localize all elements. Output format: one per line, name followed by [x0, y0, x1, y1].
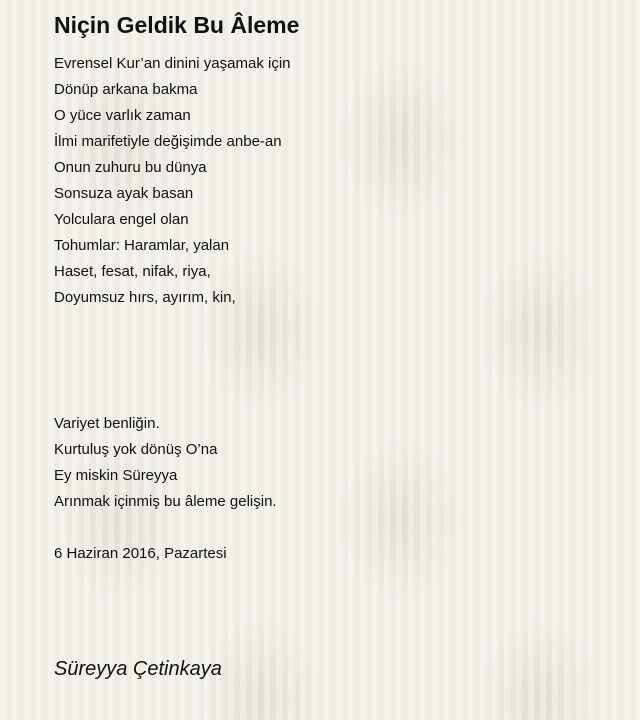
- poem-stanza-1: [54, 51, 291, 311]
- poem-line: Yolculara engel olan: [54, 211, 189, 228]
- poem-line: Haset, fesat, nifak, riya,: [54, 263, 211, 280]
- poem-stanza-2: [54, 411, 277, 515]
- poem-line: Dönüp arkana bakma: [54, 81, 198, 98]
- poem-line: Sonsuza ayak basan: [54, 185, 194, 202]
- poem-line: Ey miskin Süreyya: [54, 467, 178, 484]
- poem-line: Variyet benliğin.: [54, 415, 160, 432]
- poem-line: O yüce varlık zaman: [54, 107, 191, 124]
- poem-line: Arınmak içinmiş bu âleme gelişin.: [54, 493, 277, 510]
- poem-author: Süreyya Çetinkaya: [54, 658, 222, 680]
- poem-title: Niçin Geldik Bu Âleme: [54, 12, 300, 38]
- poem-line: İlmi marifetiyle değişimde anbe-an: [54, 133, 282, 150]
- poem-line: Evrensel Kur’an dinini yaşamak için: [54, 55, 291, 72]
- poem-line: Kurtuluş yok dönüş O’na: [54, 441, 218, 458]
- poem-line: Doyumsuz hırs, ayırım, kin,: [54, 289, 236, 306]
- poem-line: Tohumlar: Haramlar, yalan: [54, 237, 230, 254]
- poem-line: Onun zuhuru bu dünya: [54, 159, 207, 176]
- poem-date: 6 Haziran 2016, Pazartesi: [54, 545, 227, 562]
